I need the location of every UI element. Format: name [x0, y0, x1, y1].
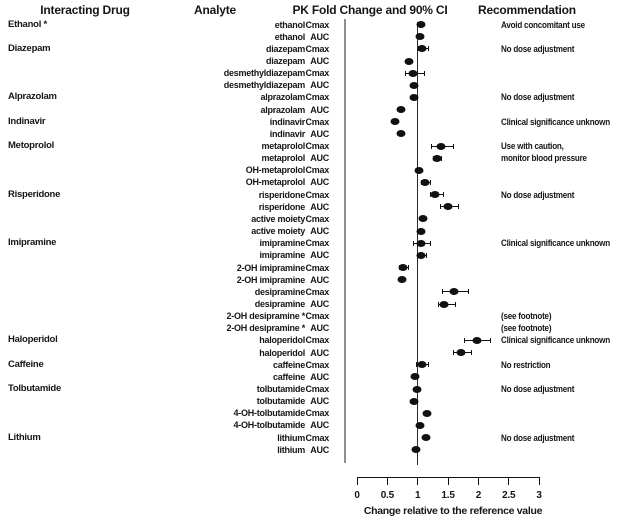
analyte-label: imipramine — [259, 250, 305, 261]
analyte-label: 2-OH imipramine — [236, 262, 305, 273]
analyte-label: 2-OH desipramine * — [226, 311, 305, 322]
pk-parameter-label: Cmax — [305, 116, 329, 127]
table-row — [0, 286, 624, 298]
recommendation-label: No dose adjustment — [501, 432, 575, 443]
analyte-label: imipramine — [259, 238, 305, 249]
data-point — [405, 58, 414, 65]
recommendation-label: Use with caution, — [501, 141, 564, 151]
recommendation-label: (see footnote) — [501, 323, 552, 334]
table-row — [0, 31, 624, 43]
x-axis-tick-label: 0 — [354, 490, 360, 501]
pk-parameter-label: Cmax — [305, 262, 329, 273]
pk-parameter-label: AUC — [310, 201, 329, 212]
x-axis-title: Change relative to the reference value — [363, 505, 543, 517]
x-axis-tick — [508, 477, 509, 485]
table-row — [0, 322, 624, 334]
column-header-interacting-drug: Interacting Drug — [40, 3, 130, 17]
x-axis-tick — [448, 477, 449, 485]
pk-parameter-label: AUC — [310, 371, 329, 382]
column-header-analyte: Analyte — [194, 3, 236, 17]
table-row — [0, 274, 624, 286]
recommendation-label: No dose adjustment — [501, 384, 575, 394]
drug-label: Metoprolol — [8, 140, 55, 151]
table-row — [0, 249, 624, 261]
data-point — [410, 398, 419, 405]
pk-parameter-label: Cmax — [305, 286, 329, 297]
table-row — [0, 298, 624, 310]
data-point — [399, 264, 408, 271]
recommendation-label: No restriction — [501, 359, 551, 370]
data-point — [420, 179, 429, 186]
table-row — [0, 310, 624, 322]
data-point — [416, 240, 425, 247]
data-point — [410, 373, 419, 380]
drug-label: Haloperidol — [8, 334, 58, 346]
table-row — [0, 79, 624, 91]
analyte-label: haloperidol — [259, 335, 305, 346]
data-point — [409, 70, 418, 77]
recommendation-label: (see footnote) — [501, 311, 552, 322]
drug-label: Indinavir — [8, 115, 46, 127]
data-point — [397, 276, 406, 283]
pk-parameter-label: Cmax — [305, 141, 329, 151]
x-axis-tick-label: 1.5 — [441, 490, 455, 501]
data-point — [432, 155, 441, 162]
pk-parameter-label: Cmax — [305, 68, 329, 79]
table-row — [0, 419, 624, 431]
analyte-label: ethanol — [274, 31, 305, 42]
analyte-label: indinavir — [269, 128, 305, 139]
table-row — [0, 91, 624, 103]
table-row — [0, 395, 624, 407]
table-row — [0, 43, 624, 55]
pk-parameter-label: Cmax — [305, 92, 329, 103]
table-row — [0, 55, 624, 67]
table-row — [0, 189, 624, 201]
pk-parameter-label: AUC — [310, 274, 329, 285]
pk-parameter-label: AUC — [310, 396, 329, 407]
analyte-label: 4-OH-tolbutamide — [233, 420, 305, 431]
drug-label: Ethanol * — [8, 18, 47, 30]
data-point — [413, 386, 422, 393]
analyte-label: alprazolam — [260, 92, 305, 103]
analyte-label: risperidone — [258, 189, 305, 200]
data-point — [439, 301, 448, 308]
x-axis-tick — [417, 477, 418, 485]
pk-parameter-label: AUC — [310, 347, 329, 358]
analyte-label: diazepam — [265, 43, 305, 54]
data-point — [421, 434, 430, 441]
analyte-label: active moiety — [251, 226, 305, 237]
table-row — [0, 347, 624, 359]
drug-label: Diazepam — [8, 42, 51, 54]
drug-label: Caffeine — [8, 358, 44, 370]
x-axis-tick — [387, 477, 388, 485]
table-row — [0, 128, 624, 140]
analyte-label: 2-OH desipramine * — [226, 323, 305, 334]
data-point — [411, 446, 420, 453]
recommendation-label: Clinical significance unknown — [501, 116, 610, 127]
recommendation-label: Avoid concomitant use — [501, 19, 585, 30]
pk-parameter-label: Cmax — [305, 43, 329, 54]
data-point — [444, 203, 453, 210]
column-header-recommendation: Recommendation — [478, 3, 576, 17]
table-row — [0, 444, 624, 456]
analyte-label: tolbutamide — [256, 396, 305, 407]
data-point — [457, 349, 466, 356]
drug-label: Alprazolam — [8, 91, 57, 103]
data-point — [472, 337, 481, 344]
data-point — [415, 33, 424, 40]
pk-parameter-label: AUC — [310, 128, 329, 139]
data-point — [417, 361, 426, 368]
pk-parameter-label: Cmax — [305, 213, 329, 224]
x-axis-tick-label: 2 — [475, 490, 482, 501]
drug-label: Tolbutamide — [8, 383, 62, 394]
data-point — [418, 215, 427, 222]
analyte-label: 2-OH imipramine — [236, 274, 305, 285]
table-row — [0, 225, 624, 237]
analyte-label: caffeine — [272, 359, 305, 370]
recommendation-label: No dose adjustment — [501, 43, 575, 54]
analyte-label: lithium — [277, 432, 305, 443]
analyte-label: indinavir — [269, 116, 305, 127]
table-row — [0, 201, 624, 213]
analyte-label: caffeine — [272, 371, 305, 382]
analyte-label: tolbutamide — [256, 384, 305, 394]
pk-parameter-label: Cmax — [305, 189, 329, 200]
x-axis-tick — [539, 477, 540, 485]
pk-parameter-label: Cmax — [305, 335, 329, 346]
pk-parameter-label: AUC — [310, 226, 329, 237]
x-axis-tick-label: 0.5 — [380, 490, 394, 501]
pk-parameter-label: AUC — [310, 153, 329, 164]
data-point — [410, 82, 419, 89]
analyte-label: desipramine — [254, 286, 305, 297]
table-row — [0, 237, 624, 249]
table-row — [0, 407, 624, 419]
pk-parameter-label: AUC — [310, 31, 329, 42]
pk-parameter-label: AUC — [310, 80, 329, 91]
pk-parameter-label: AUC — [310, 323, 329, 334]
analyte-label: desipramine — [254, 298, 305, 309]
analyte-label: OH-metaprolol — [245, 165, 305, 176]
data-point — [436, 143, 445, 150]
data-point — [416, 252, 425, 259]
table-row — [0, 164, 624, 176]
data-point — [414, 167, 423, 174]
pk-parameter-label: Cmax — [305, 408, 329, 419]
pk-parameter-label: Cmax — [305, 359, 329, 370]
x-axis-tick-label: 3 — [536, 490, 542, 501]
column-header-pk-fold-change: PK Fold Change and 90% CI — [292, 3, 448, 17]
data-point — [415, 422, 424, 429]
table-row — [0, 67, 624, 79]
pk-parameter-label: AUC — [310, 298, 329, 309]
pk-parameter-label: AUC — [310, 420, 329, 431]
table-row — [0, 371, 624, 383]
table-row — [0, 262, 624, 274]
analyte-label: metaprolol — [261, 141, 305, 151]
recommendation-label: Clinical significance unknown — [501, 238, 610, 249]
table-row — [0, 116, 624, 128]
table-row — [0, 140, 624, 152]
analyte-label: alprazolam — [260, 104, 305, 115]
x-axis-tick-label: 2.5 — [502, 490, 516, 501]
data-point — [450, 288, 459, 295]
analyte-label: metaprolol — [261, 153, 305, 164]
table-row — [0, 359, 624, 371]
analyte-label: desmethyldiazepam — [223, 80, 305, 91]
pk-parameter-label: Cmax — [305, 19, 329, 30]
pk-parameter-label: Cmax — [305, 238, 329, 249]
analyte-label: 4-OH-tolbutamide — [233, 408, 305, 419]
analyte-label: desmethyldiazepam — [223, 68, 305, 79]
drug-label: Lithium — [8, 431, 41, 443]
data-point — [396, 106, 405, 113]
pk-parameter-label: AUC — [310, 444, 329, 455]
drug-label: Risperidone — [8, 188, 61, 200]
data-point — [410, 94, 419, 101]
pk-parameter-label: Cmax — [305, 311, 329, 322]
analyte-label: ethanol — [274, 19, 305, 30]
table-row — [0, 19, 624, 31]
x-axis-tick-label: 1 — [415, 490, 421, 501]
data-point — [416, 21, 425, 28]
analyte-label: risperidone — [258, 201, 305, 212]
data-point — [417, 45, 426, 52]
pk-parameter-label: Cmax — [305, 432, 329, 443]
pk-parameter-label: AUC — [310, 250, 329, 261]
pk-parameter-label: Cmax — [305, 165, 329, 176]
analyte-label: haloperidol — [259, 347, 305, 358]
table-row — [0, 383, 624, 395]
recommendation-label: No dose adjustment — [501, 92, 575, 103]
analyte-label: lithium — [277, 444, 305, 455]
analyte-label: active moiety — [251, 213, 305, 224]
recommendation-label: monitor blood pressure — [501, 153, 587, 164]
table-row — [0, 104, 624, 116]
table-row — [0, 432, 624, 444]
x-axis-tick — [357, 477, 358, 485]
table-row — [0, 213, 624, 225]
table-row — [0, 334, 624, 346]
pk-parameter-label: Cmax — [305, 384, 329, 394]
recommendation-label: No dose adjustment — [501, 189, 575, 200]
pk-parameter-label: AUC — [310, 104, 329, 115]
recommendation-label: Clinical significance unknown — [501, 335, 610, 346]
pk-parameter-label: AUC — [310, 55, 329, 66]
data-point — [417, 228, 426, 235]
analyte-label: OH-metaprolol — [245, 177, 305, 188]
drug-label: Imipramine — [8, 237, 57, 249]
analyte-label: diazepam — [265, 55, 305, 66]
data-point — [391, 118, 400, 125]
pk-parameter-label: AUC — [310, 177, 329, 188]
x-axis-tick — [478, 477, 479, 485]
data-point — [431, 191, 440, 198]
data-point — [422, 410, 431, 417]
data-point — [396, 130, 405, 137]
table-row — [0, 176, 624, 188]
table-row — [0, 152, 624, 164]
